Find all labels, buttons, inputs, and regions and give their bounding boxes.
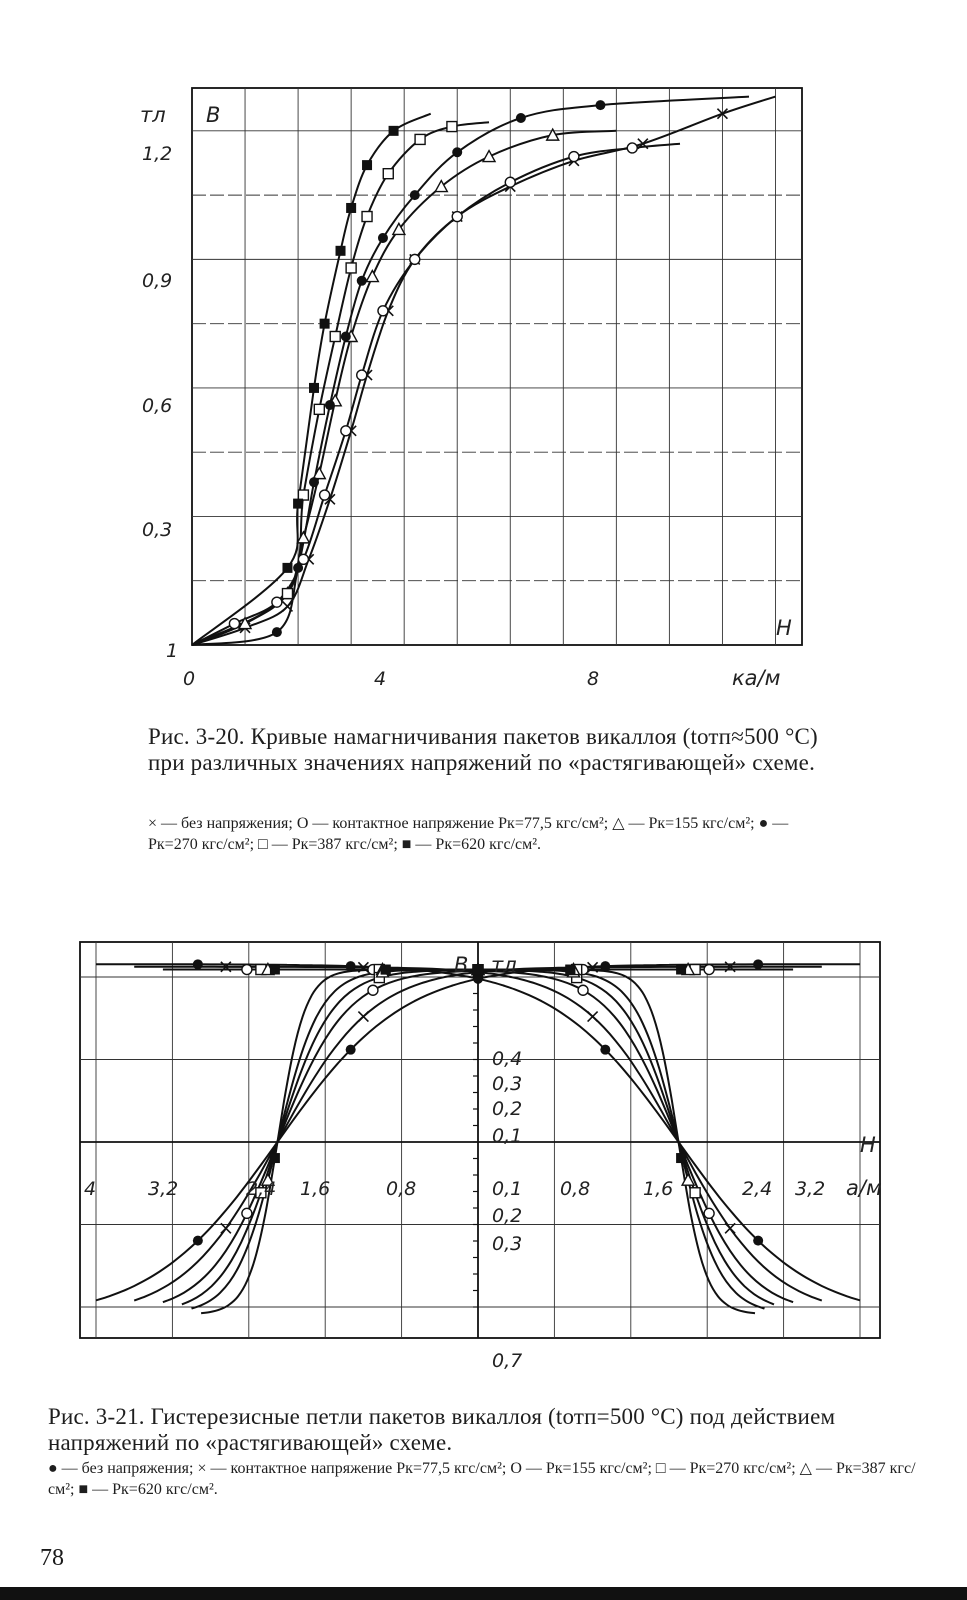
chart2-point [242,965,252,975]
legend2-entry: □ — Pк=270 кгс/см²; [655,1460,796,1477]
chart1-x-symbol: H [776,616,792,640]
chart2-xtick: 0,8 [560,1178,591,1200]
chart2-point [704,965,714,975]
chart2-x-symbol: H [860,1133,876,1157]
chart2-frame [80,942,880,1338]
chart2-ytick: 0,2 [492,1098,523,1120]
chart2-xtick: 3,2 [795,1178,826,1200]
chart2-y-symbol: B [454,953,469,977]
chart2-point [242,1208,252,1218]
chart1-ytick: 1,2 [142,143,173,165]
chart2-x-unit: а/м [846,1176,882,1200]
chart1-y-symbol: B [206,103,221,127]
chart1-xtick: 0 [183,668,196,690]
chart2-ytick: 0,1 [492,1125,523,1147]
chart2-point [270,965,280,975]
chart2-ytick: 0,1 [492,1178,523,1200]
chart1-y-unit: тл [140,103,166,127]
chart2-grid [80,942,880,1338]
chart2-point [346,1045,356,1055]
chart1-xtick: 4 [374,668,387,690]
chart2-ytick: 0,2 [492,1205,523,1227]
page-number: 78 [40,1545,64,1571]
legend2-entry: × — контактное напряжение Pк=77,5 кгс/см²; [197,1460,507,1477]
chart2-point [676,965,686,975]
chart1-xtick: 8 [587,668,600,690]
chart2-xtick: 3,2 [148,1178,179,1200]
chart2-point [676,1153,686,1163]
chart2-xtick: 4 [84,1178,97,1200]
chart2-point [565,965,575,975]
chart2-point [193,959,203,969]
chart2-point [588,1012,598,1022]
chart2-xtick: 1,6 [300,1178,331,1200]
figure2-caption: Рис. 3-21. Гистерезисные петли пакетов викаллоя (tотп=500 °C) под действием напряжений по «растягивающей» схеме. [48,1404,836,1455]
chart2-point [690,1188,700,1198]
chart2-point [270,1153,280,1163]
chart2-ytick: 0,7 [492,1350,523,1372]
chart2-point [346,961,356,971]
chart2-point [753,959,763,969]
chart1-ytick: 0,6 [142,395,173,417]
figure2-legend [48,1458,928,1500]
chart2-xtick: 0,8 [386,1178,417,1200]
chart2-ytick: 0,4 [492,1048,523,1070]
chart2-xtick: 1,6 [643,1178,674,1200]
chart2-ytick: 0,3 [492,1073,523,1095]
legend2-entry: △ — Pк=387 кгс/см²; [48,1460,916,1498]
chart1-ytick: 0,9 [142,270,173,292]
chart1-ytick: 1 [166,640,179,662]
chart2-point [368,985,378,995]
chart2-point [473,965,483,975]
legend1-entry: △ — Pк=155 кгс/см²; [612,815,755,832]
chart2-point [381,965,391,975]
legend2-entry: O — Pк=155 кгс/см²; [510,1460,652,1477]
chart1-ytick: 0,3 [142,519,173,541]
chart2-y-unit: тл [491,953,517,977]
chart2-point [193,1236,203,1246]
legend2-entry: ■ — Pк=620 кгс/см². [78,1481,218,1498]
legend1-entry: O — контактное напряжение Pк=77,5 кгс/см²; [296,815,609,832]
legend2-entry: ● — без напряжения; [48,1460,194,1477]
legend1-entry: □ — Pк=387 кгс/см²; [258,836,398,853]
figure1-caption: Рис. 3-20. Кривые намагничивания пакетов викаллоя (tотп≈500 °C) при различных значениях напряжений по «растягивающей» схеме. [148,724,818,775]
scan-edge-bar [0,1587,967,1600]
chart2-point [753,1236,763,1246]
chart2-xtick: 2,4 [742,1178,773,1200]
legend1-entry: ■ — Pк=620 кгс/см². [401,836,542,853]
chart2-point [600,1045,610,1055]
chart2-point [358,1012,368,1022]
chart2-xtick: 2,4 [246,1178,277,1200]
legend1-entry: × — без напряжения; [148,815,293,832]
legend1-entry: ● — Pк=270 кгс/см²; [148,815,789,853]
chart2-point [600,961,610,971]
chart2-point [704,1208,714,1218]
chart1-x-unit: ка/м [732,666,781,690]
chart2-point [578,985,588,995]
chart2-ytick: 0,3 [492,1233,523,1255]
